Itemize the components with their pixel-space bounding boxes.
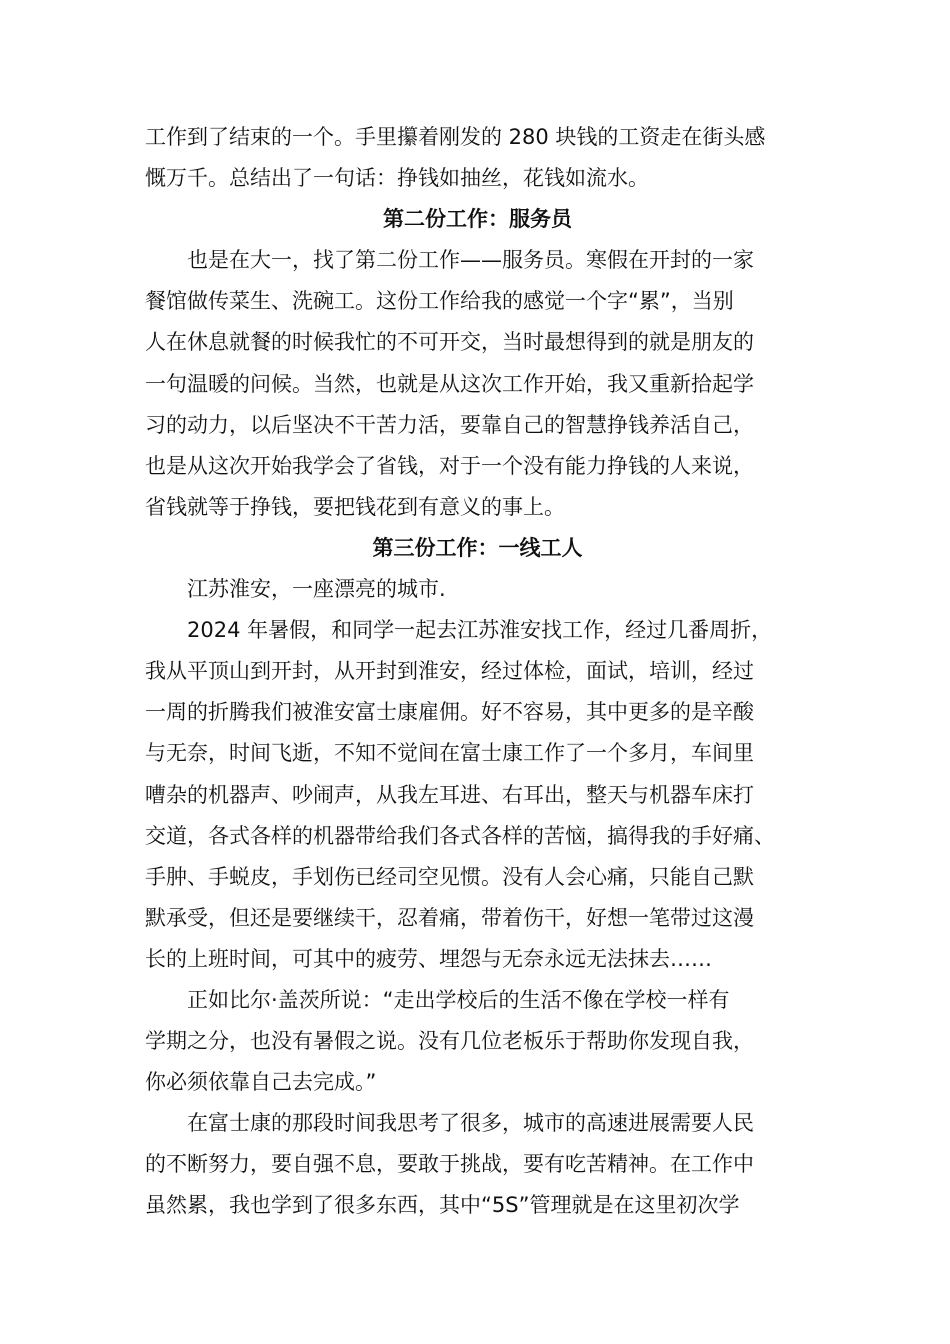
- text-line: 虽然累，我也学到了很多东西，其中“5S”管理就是在这里初次学: [145, 1193, 740, 1218]
- text-line: 嘈杂的机器声、吵闹声，从我左耳进、右耳出，整天与机器车床打: [145, 782, 754, 807]
- text-line: 工作到了结束的一个。手里攥着刚发的 280 块钱的工资走在街头感: [145, 125, 766, 149]
- text-line: 人在休息就餐的时候我忙的不可开交，当时最想得到的就是朋友的: [145, 330, 754, 355]
- text-line: 默承受，但还是要继续干，忍着痛，带着伤干，好想一笔带过这漫: [145, 905, 754, 930]
- text-line: 也是从这次开始我学会了省钱，对于一个没有能力挣钱的人来说，: [145, 453, 754, 478]
- paragraph-start-line: 2024 年暑假，和同学一起去江苏淮安找工作，经过几番周折，: [187, 618, 773, 643]
- paragraph-start-line: 也是在大一，找了第二份工作——服务员。寒假在开封的一家: [187, 248, 754, 273]
- text-line: 省钱就等于挣钱，要把钱花到有意义的事上。: [145, 494, 565, 519]
- text-line: 一句温暖的问候。当然，也就是从这次工作开始，我又重新拾起学: [145, 371, 754, 396]
- section-heading: 第三份工作：一线工人: [372, 535, 583, 560]
- text-line: 习的动力，以后坚决不干苦力活，要靠自己的智慧挣钱养活自己，: [145, 412, 754, 437]
- document-body: [145, 117, 810, 1227]
- text-line: 的不断努力，要自强不息，要敢于挑战，要有吃苦精神。在工作中: [145, 1152, 754, 1177]
- text-line: 手肿、手蜕皮，手划伤已经司空见惯。没有人会心痛，只能自己默: [145, 864, 754, 889]
- section-heading: 第二份工作：服务员: [383, 207, 572, 232]
- text-line: 慨万千。总结出了一句话：挣钱如抽丝，花钱如流水。: [145, 166, 649, 191]
- text-line: 餐馆做传菜生、洗碗工。这份工作给我的感觉一个字“累”，当别: [145, 289, 734, 314]
- paragraph-start-line: 江苏淮安，一座漂亮的城市.: [187, 577, 446, 602]
- paragraph-start-line: 在富士康的那段时间我思考了很多，城市的高速进展需要人民: [187, 1111, 754, 1136]
- text-line: 你必须依靠自己去完成。”: [145, 1070, 377, 1095]
- text-line: 交道，各式各样的机器带给我们各式各样的苦恼，搞得我的手好痛、: [145, 823, 775, 848]
- paragraph-start-line: 正如比尔·盖茨所说：“走出学校后的生活不像在学校一样有: [187, 987, 730, 1012]
- text-line: 与无奈，时间飞逝，不知不觉间在富士康工作了一个多月，车间里: [145, 741, 754, 766]
- text-line: 我从平顶山到开封，从开封到淮安，经过体检，面试，培训，经过: [145, 659, 754, 684]
- text-line: 长的上班时间，可其中的疲劳、埋怨与无奈永远无法抹去……: [145, 946, 712, 971]
- text-line: 学期之分，也没有暑假之说。没有几位老板乐于帮助你发现自我，: [145, 1029, 754, 1054]
- text-line: 一周的折腾我们被淮安富士康雇佣。好不容易，其中更多的是辛酸: [145, 700, 754, 725]
